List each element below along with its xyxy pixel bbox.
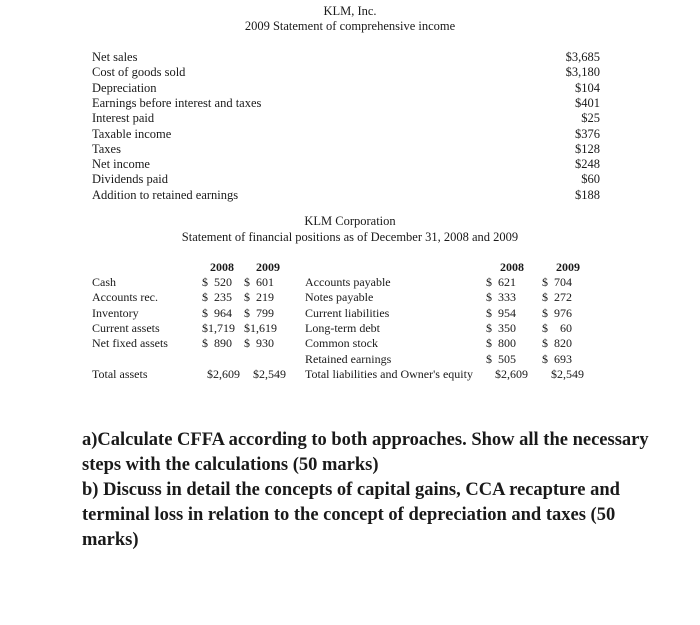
question-a: a)Calculate CFFA according to both approaches. Show all the necessary steps with the calculations (50 marks) xyxy=(82,430,649,475)
liability-row-2008: $ 333 xyxy=(486,290,516,305)
liability-row-2008: $ 350 xyxy=(486,320,516,335)
income-row-label: Depreciation xyxy=(92,80,157,95)
total-assets-label: Total assets xyxy=(92,367,148,381)
income-row-value: $25 xyxy=(581,111,600,126)
asset-row-2008: $ 520 xyxy=(202,275,232,289)
year-header-assets-2009: 2009 xyxy=(256,260,280,274)
balance-sheet-title: Statement of financial positions as of December 31, 2008 and 2009 xyxy=(181,230,519,244)
asset-row-2009: $ 219 xyxy=(244,290,274,305)
income-row-label: Cost of goods sold xyxy=(92,65,186,80)
income-row-value: $376 xyxy=(575,126,600,141)
income-row-value: $248 xyxy=(575,157,600,172)
liability-row-2009: $ 976 xyxy=(542,305,572,320)
asset-row-label: Cash xyxy=(92,275,116,289)
asset-row-label: Current assets xyxy=(92,320,160,335)
liability-row-2008: $ 954 xyxy=(486,305,516,320)
liability-row-label: Retained earnings xyxy=(305,351,392,366)
asset-row-2008: $ 964 xyxy=(202,305,232,320)
liability-row-2009: $ 272 xyxy=(542,290,572,305)
income-row-label: Dividends paid xyxy=(92,172,169,187)
liability-row-2008: $ 505 xyxy=(486,351,516,366)
income-row-label: Taxable income xyxy=(92,126,172,141)
total-assets-2008: $2,609 xyxy=(207,367,240,381)
income-row-value: $60 xyxy=(581,172,600,187)
liability-row-2009: $ 60 xyxy=(542,320,572,335)
asset-row-2008: $ 890 xyxy=(202,336,232,351)
year-header-assets-2008: 2008 xyxy=(210,260,234,274)
income-row-label: Net income xyxy=(92,157,150,172)
liability-row-2009: $ 820 xyxy=(542,336,572,351)
income-row-value: $104 xyxy=(575,80,600,95)
income-statement-title: 2009 Statement of comprehensive income xyxy=(244,19,456,33)
liability-row-label: Notes payable xyxy=(305,290,374,305)
income-row-value: $401 xyxy=(575,95,600,110)
question-b: b) Discuss in detail the concepts of capital gains, CCA recapture and terminal loss in relation to the concept of depreciation and taxes (50 marks) xyxy=(82,480,620,550)
income-row-label: Net sales xyxy=(92,50,138,64)
income-row-value: $3,685 xyxy=(565,50,600,64)
income-row-value: $128 xyxy=(575,141,600,156)
liability-row-label: Long-term debt xyxy=(305,320,380,335)
asset-row-2009: $1,619 xyxy=(244,320,277,335)
total-liabilities-label: Total liabilities and Owner's equity xyxy=(305,367,473,381)
liability-row-label: Accounts payable xyxy=(305,275,391,289)
total-liabilities-2009: $2,549 xyxy=(551,367,584,381)
total-liabilities-2008: $2,609 xyxy=(495,367,528,381)
year-header-liab-2008: 2008 xyxy=(500,260,524,274)
income-row-label: Earnings before interest and taxes xyxy=(92,95,262,110)
liability-row-label: Common stock xyxy=(305,336,379,351)
assignment-questions xyxy=(82,428,662,553)
asset-row-2009: $ 930 xyxy=(244,336,274,351)
income-row-label: Interest paid xyxy=(92,111,155,126)
liability-row-2008: $ 800 xyxy=(486,336,516,351)
asset-row-label: Net fixed assets xyxy=(92,336,168,351)
income-company-name: KLM, Inc. xyxy=(323,4,377,18)
asset-row-2008: $1,719 xyxy=(202,320,235,335)
year-header-liab-2009: 2009 xyxy=(556,260,580,274)
income-row-value: $188 xyxy=(575,187,600,202)
income-row-value: $3,180 xyxy=(565,65,600,80)
asset-row-label: Accounts rec. xyxy=(92,290,158,305)
asset-row-label: Inventory xyxy=(92,305,139,320)
liability-row-2009: $ 693 xyxy=(542,351,572,366)
balance-company-name: KLM Corporation xyxy=(304,214,396,228)
asset-row-2009: $ 799 xyxy=(244,305,274,320)
liability-row-2008: $ 621 xyxy=(486,275,516,289)
income-row-label: Addition to retained earnings xyxy=(92,187,239,202)
liability-row-2009: $ 704 xyxy=(542,275,572,289)
total-assets-2009: $2,549 xyxy=(253,367,286,381)
asset-row-2009: $ 601 xyxy=(244,275,274,289)
asset-row-2008: $ 235 xyxy=(202,290,232,305)
income-row-label: Taxes xyxy=(92,141,121,156)
liability-row-label: Current liabilities xyxy=(305,305,390,320)
